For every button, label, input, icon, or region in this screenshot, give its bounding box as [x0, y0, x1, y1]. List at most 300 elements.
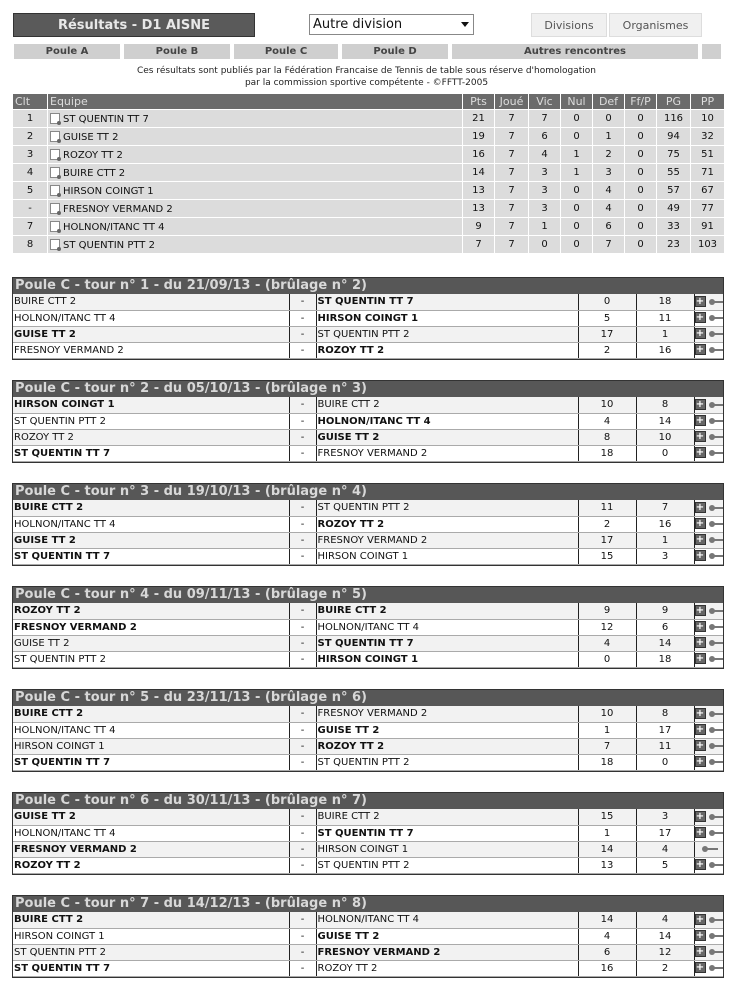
match-actions [694, 960, 723, 976]
plus-icon[interactable]: + [695, 534, 705, 546]
away-score: 11 [636, 310, 694, 326]
away-team: ST QUENTIN TT 7 [316, 635, 578, 651]
key-icon[interactable] [709, 711, 724, 717]
division-select[interactable] [309, 14, 474, 35]
team-file-icon[interactable] [50, 131, 60, 142]
key-icon[interactable] [709, 624, 724, 630]
ranking-cell: 103 [691, 236, 725, 254]
match-row [13, 809, 723, 825]
away-score: 3 [636, 809, 694, 825]
home-team: BUIRE CTT 2 [13, 706, 289, 722]
plus-icon[interactable]: + [695, 914, 705, 925]
home-team: ST QUENTIN TT 7 [13, 548, 289, 564]
key-icon[interactable] [709, 743, 724, 749]
match-separator: - [289, 310, 316, 326]
ranking-col-nul: Nul [561, 94, 593, 110]
home-team: GUISE TT 2 [13, 809, 289, 825]
match-actions [694, 516, 723, 532]
team-name[interactable]: ST QUENTIN PTT 2 [63, 239, 155, 251]
match-actions [694, 532, 723, 548]
away-team: ST QUENTIN TT 7 [316, 294, 578, 310]
away-team: FRESNOY VERMAND 2 [316, 944, 578, 960]
tab-poule-a[interactable]: Poule A [14, 44, 120, 59]
tab-poule-d[interactable]: Poule D [342, 44, 448, 59]
match-separator: - [289, 912, 316, 928]
ranking-col-ff-p: Ff/P [625, 94, 657, 110]
ranking-cell: 0 [625, 128, 657, 146]
away-team: FRESNOY VERMAND 2 [316, 706, 578, 722]
plus-icon[interactable]: + [695, 653, 705, 665]
home-score: 10 [578, 397, 636, 413]
plus-icon[interactable]: + [695, 962, 705, 974]
team-cell[interactable] [48, 110, 463, 128]
away-score: 17 [636, 722, 694, 738]
match-separator: - [289, 326, 316, 342]
home-team: ST QUENTIN TT 7 [13, 960, 289, 976]
team-cell[interactable] [48, 200, 463, 218]
ranking-cell: 6 [529, 128, 561, 146]
key-icon[interactable] [709, 727, 724, 733]
ranking-cell: 3 [13, 146, 48, 164]
home-team: ROZOY TT 2 [13, 857, 289, 873]
away-team: ROZOY TT 2 [316, 960, 578, 976]
match-row [13, 619, 723, 635]
ranking-cell: 9 [463, 218, 495, 236]
home-score: 7 [578, 738, 636, 754]
home-team: ST QUENTIN PTT 2 [13, 651, 289, 667]
disclaimer-line-1: Ces résultats sont publiés par la Fédération Francaise de Tennis de table sous réserve d'homologation [136, 66, 596, 76]
matches-table [13, 397, 723, 462]
key-icon[interactable] [709, 315, 724, 321]
key-icon[interactable] [709, 299, 724, 305]
match-separator: - [289, 809, 316, 825]
match-actions [694, 397, 723, 413]
away-score: 17 [636, 825, 694, 841]
ranking-cell: 13 [463, 200, 495, 218]
away-score: 4 [636, 841, 694, 857]
match-row [13, 722, 723, 738]
chevron-down-icon[interactable] [461, 22, 469, 27]
match-separator: - [289, 706, 316, 722]
team-file-icon[interactable] [50, 167, 60, 178]
home-team: ST QUENTIN PTT 2 [13, 944, 289, 960]
home-score: 11 [578, 500, 636, 516]
home-score: 14 [578, 841, 636, 857]
match-separator: - [289, 445, 316, 461]
ranking-cell: 7 [495, 200, 529, 218]
home-team: GUISE TT 2 [13, 326, 289, 342]
ranking-col-pp: PP [691, 94, 725, 110]
match-separator: - [289, 500, 316, 516]
tour-title: Poule C - tour n° 1 - du 21/09/13 - (brûlage n° 2) [13, 278, 723, 294]
ranking-cell: 7 [495, 236, 529, 254]
match-row [13, 532, 723, 548]
away-score: 1 [636, 326, 694, 342]
home-score: 0 [578, 651, 636, 667]
match-actions [694, 548, 723, 564]
tour-section [12, 277, 724, 360]
ranking-cell: 0 [561, 236, 593, 254]
away-team: ROZOY TT 2 [316, 516, 578, 532]
plus-icon[interactable]: + [695, 930, 705, 942]
plus-icon[interactable]: + [695, 296, 705, 307]
match-row [13, 294, 723, 310]
ranking-row [13, 146, 725, 164]
match-row [13, 326, 723, 342]
match-separator: - [289, 342, 316, 358]
ranking-cell: 71 [691, 164, 725, 182]
match-separator: - [289, 928, 316, 944]
plus-icon[interactable]: + [695, 859, 705, 871]
team-cell[interactable] [48, 218, 463, 236]
match-actions [694, 857, 723, 873]
ranking-cell: 2 [593, 146, 625, 164]
plus-icon[interactable]: + [695, 399, 705, 410]
home-team: HOLNON/ITANC TT 4 [13, 825, 289, 841]
tour-title: Poule C - tour n° 6 - du 30/11/13 - (brûlage n° 7) [13, 793, 723, 809]
home-team: FRESNOY VERMAND 2 [13, 342, 289, 358]
away-score: 10 [636, 429, 694, 445]
away-score: 16 [636, 516, 694, 532]
match-row [13, 651, 723, 667]
away-team: HOLNON/ITANC TT 4 [316, 619, 578, 635]
team-cell[interactable] [48, 128, 463, 146]
tour-title: Poule C - tour n° 5 - du 23/11/13 - (brûlage n° 6) [13, 690, 723, 706]
plus-icon[interactable]: + [695, 605, 705, 616]
match-separator: - [289, 429, 316, 445]
away-score: 14 [636, 928, 694, 944]
key-icon[interactable] [709, 965, 724, 971]
team-file-icon[interactable] [50, 185, 60, 196]
away-team: GUISE TT 2 [316, 928, 578, 944]
team-cell[interactable] [48, 146, 463, 164]
away-score: 6 [636, 619, 694, 635]
ranking-cell: 1 [593, 128, 625, 146]
match-row [13, 429, 723, 445]
match-row [13, 413, 723, 429]
home-team: FRESNOY VERMAND 2 [13, 841, 289, 857]
ranking-cell: 7 [495, 128, 529, 146]
home-team: HIRSON COINGT 1 [13, 928, 289, 944]
match-actions [694, 429, 723, 445]
plus-icon[interactable]: + [695, 415, 705, 427]
tab-poule-b[interactable]: Poule B [124, 44, 230, 59]
team-cell[interactable] [48, 236, 463, 254]
away-score: 7 [636, 500, 694, 516]
ranking-cell: 94 [657, 128, 691, 146]
plus-icon[interactable]: + [695, 724, 705, 736]
ranking-cell: 91 [691, 218, 725, 236]
away-team: HOLNON/ITANC TT 4 [316, 413, 578, 429]
match-separator: - [289, 397, 316, 413]
key-icon[interactable] [709, 434, 724, 440]
home-score: 14 [578, 912, 636, 928]
team-name[interactable]: ST QUENTIN TT 7 [63, 113, 149, 125]
ranking-cell: 4 [529, 146, 561, 164]
ranking-cell: 3 [529, 164, 561, 182]
plus-icon[interactable]: + [695, 518, 705, 530]
away-team: HIRSON COINGT 1 [316, 651, 578, 667]
match-actions [694, 342, 723, 358]
team-cell[interactable] [48, 164, 463, 182]
plus-icon[interactable]: + [695, 740, 705, 752]
match-separator: - [289, 294, 316, 310]
tab-autres-rencontres[interactable]: Autres rencontres [452, 44, 698, 59]
away-score: 8 [636, 397, 694, 413]
away-team: HIRSON COINGT 1 [316, 310, 578, 326]
plus-icon[interactable]: + [695, 502, 705, 513]
home-team: BUIRE CTT 2 [13, 500, 289, 516]
match-separator: - [289, 548, 316, 564]
ranking-cell: 0 [561, 128, 593, 146]
key-icon[interactable] [709, 640, 724, 646]
matches-table [13, 912, 723, 977]
match-actions [694, 825, 723, 841]
match-row [13, 960, 723, 976]
organismes-button[interactable]: Organismes [609, 13, 702, 37]
key-icon[interactable] [709, 521, 724, 527]
away-score: 9 [636, 603, 694, 619]
home-team: GUISE TT 2 [13, 532, 289, 548]
team-file-icon[interactable] [50, 149, 60, 160]
ranking-cell: 4 [593, 182, 625, 200]
key-icon[interactable] [709, 553, 724, 559]
home-score: 4 [578, 928, 636, 944]
key-icon[interactable] [709, 418, 724, 424]
home-score: 6 [578, 944, 636, 960]
match-row [13, 944, 723, 960]
away-team: ST QUENTIN PTT 2 [316, 857, 578, 873]
match-separator: - [289, 532, 316, 548]
plus-icon[interactable]: + [695, 431, 705, 443]
match-row [13, 928, 723, 944]
plus-icon[interactable]: + [695, 637, 705, 649]
plus-icon[interactable]: + [695, 447, 705, 459]
home-score: 17 [578, 532, 636, 548]
home-score: 9 [578, 603, 636, 619]
ranking-cell: 1 [561, 146, 593, 164]
matches-table [13, 500, 723, 565]
away-score: 2 [636, 960, 694, 976]
match-separator: - [289, 413, 316, 429]
team-file-icon[interactable] [50, 239, 60, 250]
home-score: 2 [578, 342, 636, 358]
match-row [13, 912, 723, 928]
tab-poule-c[interactable]: Poule C [234, 44, 338, 59]
ranking-row [13, 128, 725, 146]
match-row [13, 857, 723, 873]
away-team: GUISE TT 2 [316, 722, 578, 738]
ranking-cell: 10 [691, 110, 725, 128]
key-icon[interactable] [702, 846, 718, 852]
key-icon[interactable] [709, 917, 724, 923]
away-score: 14 [636, 413, 694, 429]
away-score: 12 [636, 944, 694, 960]
key-icon[interactable] [709, 656, 724, 662]
match-actions [694, 500, 723, 516]
team-name[interactable]: FRESNOY VERMAND 2 [63, 203, 173, 215]
key-icon[interactable] [709, 505, 724, 511]
divisions-button[interactable]: Divisions [531, 13, 607, 37]
key-icon[interactable] [709, 862, 724, 868]
tour-title: Poule C - tour n° 7 - du 14/12/13 - (brûlage n° 8) [13, 896, 723, 912]
match-actions [694, 310, 723, 326]
team-name[interactable]: HIRSON COINGT 1 [63, 185, 154, 197]
plus-icon[interactable]: + [695, 811, 705, 822]
home-score: 4 [578, 413, 636, 429]
team-file-icon[interactable] [50, 221, 60, 232]
ranking-body [13, 110, 725, 254]
tour-section [12, 586, 724, 669]
ranking-cell: 23 [657, 236, 691, 254]
away-team: ST QUENTIN PTT 2 [316, 754, 578, 770]
ranking-cell: 3 [593, 164, 625, 182]
plus-icon[interactable]: + [695, 328, 705, 340]
plus-icon[interactable]: + [695, 756, 705, 768]
away-score: 3 [636, 548, 694, 564]
ranking-cell: 13 [463, 182, 495, 200]
key-icon[interactable] [709, 537, 724, 543]
ranking-cell: 0 [625, 200, 657, 218]
ranking-cell: 55 [657, 164, 691, 182]
home-team: ST QUENTIN TT 7 [13, 754, 289, 770]
ranking-cell: 1 [13, 110, 48, 128]
ranking-col-equipe: Equipe [48, 94, 463, 110]
key-icon[interactable] [709, 608, 724, 614]
away-score: 8 [636, 706, 694, 722]
home-team: HOLNON/ITANC TT 4 [13, 516, 289, 532]
team-cell[interactable] [48, 182, 463, 200]
ranking-cell: 0 [593, 110, 625, 128]
ranking-cell: 0 [625, 218, 657, 236]
key-icon[interactable] [709, 949, 724, 955]
plus-icon[interactable]: + [695, 827, 705, 839]
ranking-cell: 0 [625, 164, 657, 182]
ranking-row [13, 200, 725, 218]
home-score: 16 [578, 960, 636, 976]
matches-table [13, 706, 723, 771]
match-actions [694, 738, 723, 754]
disclaimer-line-2: par la commission sportive compétente - ©FFTT-2005 [244, 78, 489, 88]
home-team: FRESNOY VERMAND 2 [13, 619, 289, 635]
ranking-cell: 49 [657, 200, 691, 218]
home-score: 2 [578, 516, 636, 532]
ranking-cell: 7 [13, 218, 48, 236]
match-actions [694, 651, 723, 667]
ranking-cell: 67 [691, 182, 725, 200]
match-actions [694, 294, 723, 310]
key-icon[interactable] [709, 331, 724, 337]
plus-icon[interactable]: + [695, 344, 705, 356]
team-name[interactable]: HOLNON/ITANC TT 4 [63, 221, 165, 233]
ranking-cell: 7 [495, 146, 529, 164]
key-icon[interactable] [709, 347, 724, 353]
plus-icon[interactable]: + [695, 550, 705, 562]
away-team: FRESNOY VERMAND 2 [316, 445, 578, 461]
match-separator: - [289, 635, 316, 651]
plus-icon[interactable]: + [695, 946, 705, 958]
home-score: 12 [578, 619, 636, 635]
away-team: ROZOY TT 2 [316, 342, 578, 358]
ranking-cell: 0 [625, 236, 657, 254]
match-row [13, 754, 723, 770]
ranking-cell: 1 [561, 164, 593, 182]
key-icon[interactable] [709, 450, 724, 456]
match-actions [694, 944, 723, 960]
away-score: 18 [636, 294, 694, 310]
home-score: 8 [578, 429, 636, 445]
match-row [13, 635, 723, 651]
away-team: HOLNON/ITANC TT 4 [316, 912, 578, 928]
ranking-cell: 7 [529, 110, 561, 128]
plus-icon[interactable]: + [695, 312, 705, 324]
team-name[interactable]: ROZOY TT 2 [63, 149, 123, 161]
ranking-cell: 7 [495, 218, 529, 236]
ranking-cell: 116 [657, 110, 691, 128]
match-separator: - [289, 960, 316, 976]
tab-spacer [702, 44, 721, 59]
home-score: 1 [578, 722, 636, 738]
plus-icon[interactable]: + [695, 708, 705, 719]
ranking-cell: 14 [463, 164, 495, 182]
home-score: 13 [578, 857, 636, 873]
ranking-cell: 0 [561, 110, 593, 128]
ranking-cell: 7 [463, 236, 495, 254]
away-score: 16 [636, 342, 694, 358]
tour-title: Poule C - tour n° 3 - du 19/10/13 - (brûlage n° 4) [13, 484, 723, 500]
ranking-cell: 6 [593, 218, 625, 236]
away-score: 1 [636, 532, 694, 548]
home-team: BUIRE CTT 2 [13, 912, 289, 928]
key-icon[interactable] [709, 759, 724, 765]
ranking-cell: 4 [13, 164, 48, 182]
ranking-cell: 3 [529, 200, 561, 218]
match-row [13, 342, 723, 358]
plus-icon[interactable]: + [695, 621, 705, 633]
key-icon[interactable] [709, 933, 724, 939]
match-actions [694, 841, 723, 857]
ranking-cell: 4 [593, 200, 625, 218]
matches-table [13, 294, 723, 359]
match-actions [694, 928, 723, 944]
ranking-cell: 33 [657, 218, 691, 236]
page-title: Résultats - D1 AISNE [13, 13, 255, 37]
ranking-table [12, 93, 725, 254]
key-icon[interactable] [709, 830, 724, 836]
match-row [13, 397, 723, 413]
tour-section [12, 689, 724, 772]
team-file-icon[interactable] [50, 113, 60, 124]
ranking-cell: 8 [13, 236, 48, 254]
home-score: 10 [578, 706, 636, 722]
match-actions [694, 912, 723, 928]
key-icon[interactable] [709, 814, 724, 820]
ranking-cell: 7 [495, 164, 529, 182]
ranking-col-jou-: Joué [495, 94, 529, 110]
ranking-cell: 7 [495, 110, 529, 128]
key-icon[interactable] [709, 402, 724, 408]
home-team: ST QUENTIN TT 7 [13, 445, 289, 461]
ranking-row [13, 110, 725, 128]
team-name[interactable]: BUIRE CTT 2 [63, 167, 126, 179]
team-file-icon[interactable] [50, 203, 60, 214]
ranking-cell: 51 [691, 146, 725, 164]
home-team: ROZOY TT 2 [13, 603, 289, 619]
home-score: 15 [578, 548, 636, 564]
away-team: BUIRE CTT 2 [316, 603, 578, 619]
ranking-cell: 0 [625, 146, 657, 164]
team-name[interactable]: GUISE TT 2 [63, 131, 119, 143]
